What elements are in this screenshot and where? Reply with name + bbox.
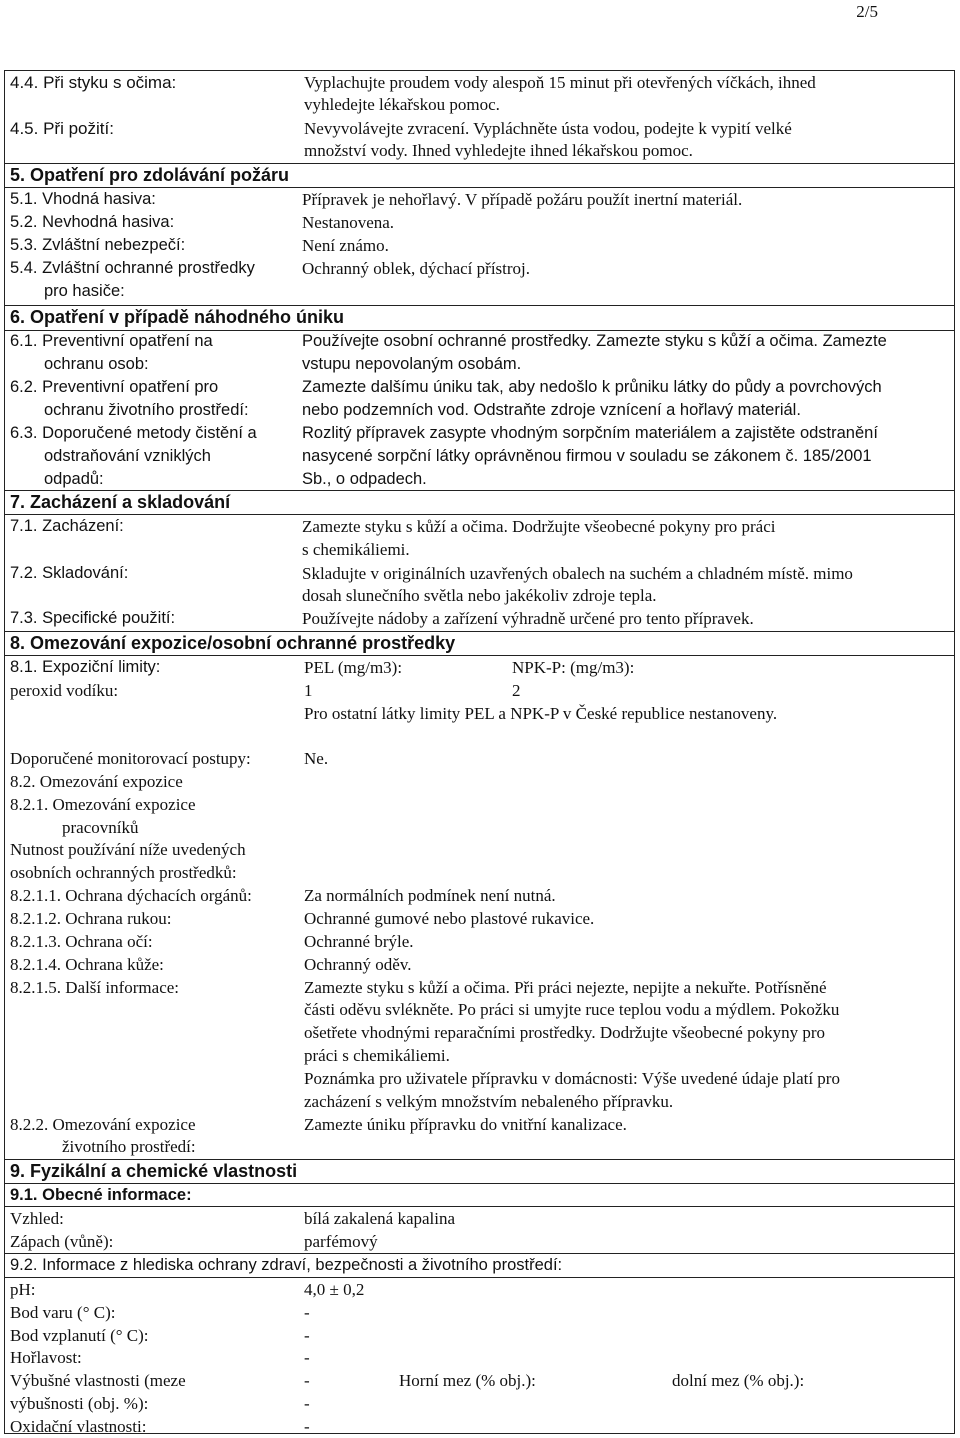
s9-odor-label: Zápach (vůně):	[10, 1232, 114, 1251]
s8-pel-head: PEL (mg/m3):	[304, 658, 403, 677]
s8-more-text-cont: části oděvu svlékněte. Po práci si umyjte ruce teplou vodu a mýdlem. Pokožku	[304, 1000, 840, 1019]
s8-resp-value: Za normálních podmínek není nutná.	[304, 886, 556, 905]
s6-r2-text: Zamezte dalšímu úniku tak, aby nedošlo k průniku látky do půdy a povrchových	[302, 378, 882, 396]
s5-r3-label: 5.3. Zvláštní nebezpečí:	[10, 236, 186, 254]
s8-eye-label: 8.2.1.3. Ochrana očí:	[10, 932, 153, 951]
s9-ph-value: 4,0 ± 0,2	[304, 1280, 365, 1299]
s8-env-label: 8.2.2. Omezování expozice	[10, 1115, 196, 1134]
s8-pel-value: 1	[304, 681, 313, 700]
s7-r2-label: 7.2. Skladování:	[10, 564, 129, 582]
s8-exp-label: 8.2. Omezování expozice	[10, 772, 183, 791]
s6-r3-text-cont2: Sb., o odpadech.	[302, 470, 427, 488]
s5-r3-text: Není známo.	[302, 236, 389, 255]
s8-more-text-cont3: práci s chemikáliemi.	[304, 1046, 450, 1065]
s6-r3-label-cont: odstraňování vzniklých	[44, 447, 211, 465]
s9-upper-limit-label: Horní mez (% obj.):	[399, 1371, 536, 1390]
s9-expl-label: Výbušné vlastnosti (meze	[10, 1371, 186, 1390]
s5-r1-label: 5.1. Vhodná hasiva:	[10, 190, 156, 208]
s5-r4-label: 5.4. Zvláštní ochranné prostředky	[10, 259, 255, 277]
s9-bp-value: -	[304, 1303, 310, 1322]
s6-r3-text-cont: nasycené sorpční látky oprávněnou firmou v souladu se zákonem č. 185/2001	[302, 447, 872, 465]
s9-general-label: 9.1. Obecné informace:	[10, 1186, 192, 1204]
s8-skin-label: 8.2.1.4. Ochrana kůže:	[10, 955, 164, 974]
s4-ingest-text-cont: množství vody. Ihned vyhledejte ihned lékařskou pomoc.	[304, 141, 693, 160]
s6-r1-label-cont: ochranu osob:	[44, 355, 149, 373]
s6-r1-label: 6.1. Preventivní opatření na	[10, 332, 213, 350]
s6-r2-label-cont: ochranu životního prostředí:	[44, 401, 249, 419]
s9-info-92: 9.2. Informace z hlediska ochrany zdraví, bezpečnosti a životního prostředí:	[10, 1256, 563, 1274]
s8-monitor-label: Doporučené monitorovací postupy:	[10, 749, 251, 768]
rule-after-91	[5, 1206, 954, 1207]
s5-r2-text: Nestanovena.	[302, 213, 395, 232]
s4-eyes-label: 4.4. Při styku s očima:	[10, 73, 177, 92]
s9-heading: 9. Fyzikální a chemické vlastnosti	[10, 1161, 298, 1181]
s8-other-note: Pro ostatní látky limity PEL a NPK-P v České republice nestanoveny.	[304, 704, 778, 723]
s8-more-text-cont2: ošetřete vhodnými reparačními prostředky. Dodržujte všeobecné pokyny pro	[304, 1023, 826, 1042]
s9-look-label: Vzhled:	[10, 1209, 64, 1228]
rule-before-s5	[5, 163, 954, 164]
s8-more-label: 8.2.1.5. Další informace:	[10, 978, 180, 997]
s4-eyes-text: Vyplachujte proudem vody alespoň 15 minut při otevřených víčkách, ihned	[304, 73, 816, 92]
s8-monitor-value: Ne.	[304, 749, 329, 768]
s8-heading: 8. Omezování expozice/osobní ochranné prostředky	[10, 633, 456, 653]
s9-ph-label: pH:	[10, 1280, 36, 1299]
s7-heading: 7. Zacházení a skladování	[10, 492, 231, 512]
s9-expl-value-2: -	[304, 1394, 310, 1413]
s8-npk-head: NPK-P: (mg/m3):	[512, 658, 635, 677]
s6-r2-text-cont: nebo podzemních vod. Odstraňte zdroje vznícení a hořlavý materiál.	[302, 401, 801, 419]
rule-before-s7	[5, 490, 954, 491]
s9-bp-label: Bod varu (° C):	[10, 1303, 116, 1322]
rule-after-92	[5, 1277, 954, 1278]
s7-r2-text-cont: dosah slunečního světla nebo jakékoliv zdroje tepla.	[302, 586, 657, 605]
s8-exp-work-label: 8.2.1. Omezování expozice	[10, 795, 196, 814]
s9-flam-value: -	[304, 1348, 310, 1367]
page-number: 2/5	[856, 2, 878, 21]
s5-r2-label: 5.2. Nevhodná hasiva:	[10, 213, 175, 231]
s4-ingest-label: 4.5. Při požití:	[10, 119, 114, 138]
s7-r1-label: 7.1. Zacházení:	[10, 517, 124, 535]
rule-after-s5-heading	[5, 187, 954, 188]
rule-after-s8-heading	[5, 655, 954, 656]
s8-skin-value: Ochranný oděv.	[304, 955, 412, 974]
s6-r2-label: 6.2. Preventivní opatření pro	[10, 378, 219, 396]
s4-eyes-text-cont: vyhledejte lékařskou pomoc.	[304, 95, 500, 114]
s5-heading: 5. Opatření pro zdolávání požáru	[10, 165, 290, 185]
s9-look-value: bílá zakalená kapalina	[304, 1209, 456, 1228]
s9-fp-value: -	[304, 1326, 310, 1345]
rule-before-92	[5, 1253, 954, 1254]
s8-substance: peroxid vodíku:	[10, 681, 119, 700]
s9-fp-label: Bod vzplanutí (° C):	[10, 1326, 149, 1345]
s8-npk-value: 2	[512, 681, 521, 700]
s8-more-note-cont: zacházení s velkým množstvím nebaleného přípravku.	[304, 1092, 674, 1111]
s9-odor-value: parfémový	[304, 1232, 378, 1251]
s9-ox-label: Oxidační vlastnosti:	[10, 1417, 147, 1436]
s8-need-label-cont: osobních ochranných prostředků:	[10, 863, 237, 882]
s6-r1-text: Používejte osobní ochranné prostředky. Zamezte styku s kůží a očima. Zamezte	[302, 332, 887, 350]
s8-more-text: Zamezte styku s kůží a očima. Při práci nejezte, nepijte a nekuřte. Potřísněné	[304, 978, 827, 997]
s8-limits-label: 8.1. Expoziční limity:	[10, 658, 161, 676]
s8-need-label: Nutnost používání níže uvedených	[10, 840, 246, 859]
s7-r1-text-cont: s chemikáliemi.	[302, 540, 410, 559]
s8-exp-work-label-cont: pracovníků	[62, 818, 139, 837]
s6-heading: 6. Opatření v případě náhodného úniku	[10, 307, 345, 327]
rule-after-s9-heading	[5, 1183, 954, 1184]
s4-ingest-text: Nevyvolávejte zvracení. Vypláchněte ústa vodou, podejte k vypití velké	[304, 119, 792, 138]
s6-r1-text-cont: vstupu nepovolaným osobám.	[302, 355, 522, 373]
s5-r4-label-cont: pro hasiče:	[44, 282, 125, 300]
s6-r3-label-cont2: odpadů:	[44, 470, 104, 488]
s8-hand-value: Ochranné gumové nebo plastové rukavice.	[304, 909, 595, 928]
s5-r1-text: Přípravek je nehořlavý. V případě požáru použít inertní materiál.	[302, 190, 743, 209]
s6-r3-label: 6.3. Doporučené metody čistění a	[10, 424, 257, 442]
s9-flam-label: Hořlavost:	[10, 1348, 82, 1367]
s7-r1-text: Zamezte styku s kůží a očima. Dodržujte všeobecné pokyny pro práci	[302, 517, 776, 536]
s8-hand-label: 8.2.1.2. Ochrana rukou:	[10, 909, 172, 928]
rule-before-s6	[5, 305, 954, 306]
rule-after-s7-heading	[5, 514, 954, 515]
rule-before-s9	[5, 1159, 954, 1160]
s8-eye-value: Ochranné brýle.	[304, 932, 414, 951]
s8-env-value: Zamezte úniku přípravku do vnitřní kanalizace.	[304, 1115, 627, 1134]
s8-more-note: Poznámka pro uživatele přípravku v domácnosti: Výše uvedené údaje platí pro	[304, 1069, 840, 1088]
s9-expl-value: -	[304, 1371, 310, 1390]
s7-r3-label: 7.3. Specifické použití:	[10, 609, 176, 627]
s7-r3-text: Používejte nádoby a zařízení výhradně určené pro tento přípravek.	[302, 609, 754, 628]
s5-r4-text: Ochranný oblek, dýchací přístroj.	[302, 259, 531, 278]
s8-env-label-cont: životního prostředí:	[62, 1137, 196, 1156]
s8-resp-label: 8.2.1.1. Ochrana dýchacích orgánů:	[10, 886, 252, 905]
rule-before-s8	[5, 631, 954, 632]
rule-after-s6-heading	[5, 330, 954, 331]
s6-r3-text: Rozlitý přípravek zasypte vhodným sorpčním materiálem a zajistěte odstranění	[302, 424, 878, 442]
s7-r2-text: Skladujte v originálních uzavřených obalech na suchém a chladném místě. mimo	[302, 564, 853, 583]
s9-lower-limit-label: dolní mez (% obj.):	[672, 1371, 805, 1390]
s9-ox-value: -	[304, 1417, 310, 1436]
s9-expl-label-cont: výbušnosti (obj. %):	[10, 1394, 149, 1413]
